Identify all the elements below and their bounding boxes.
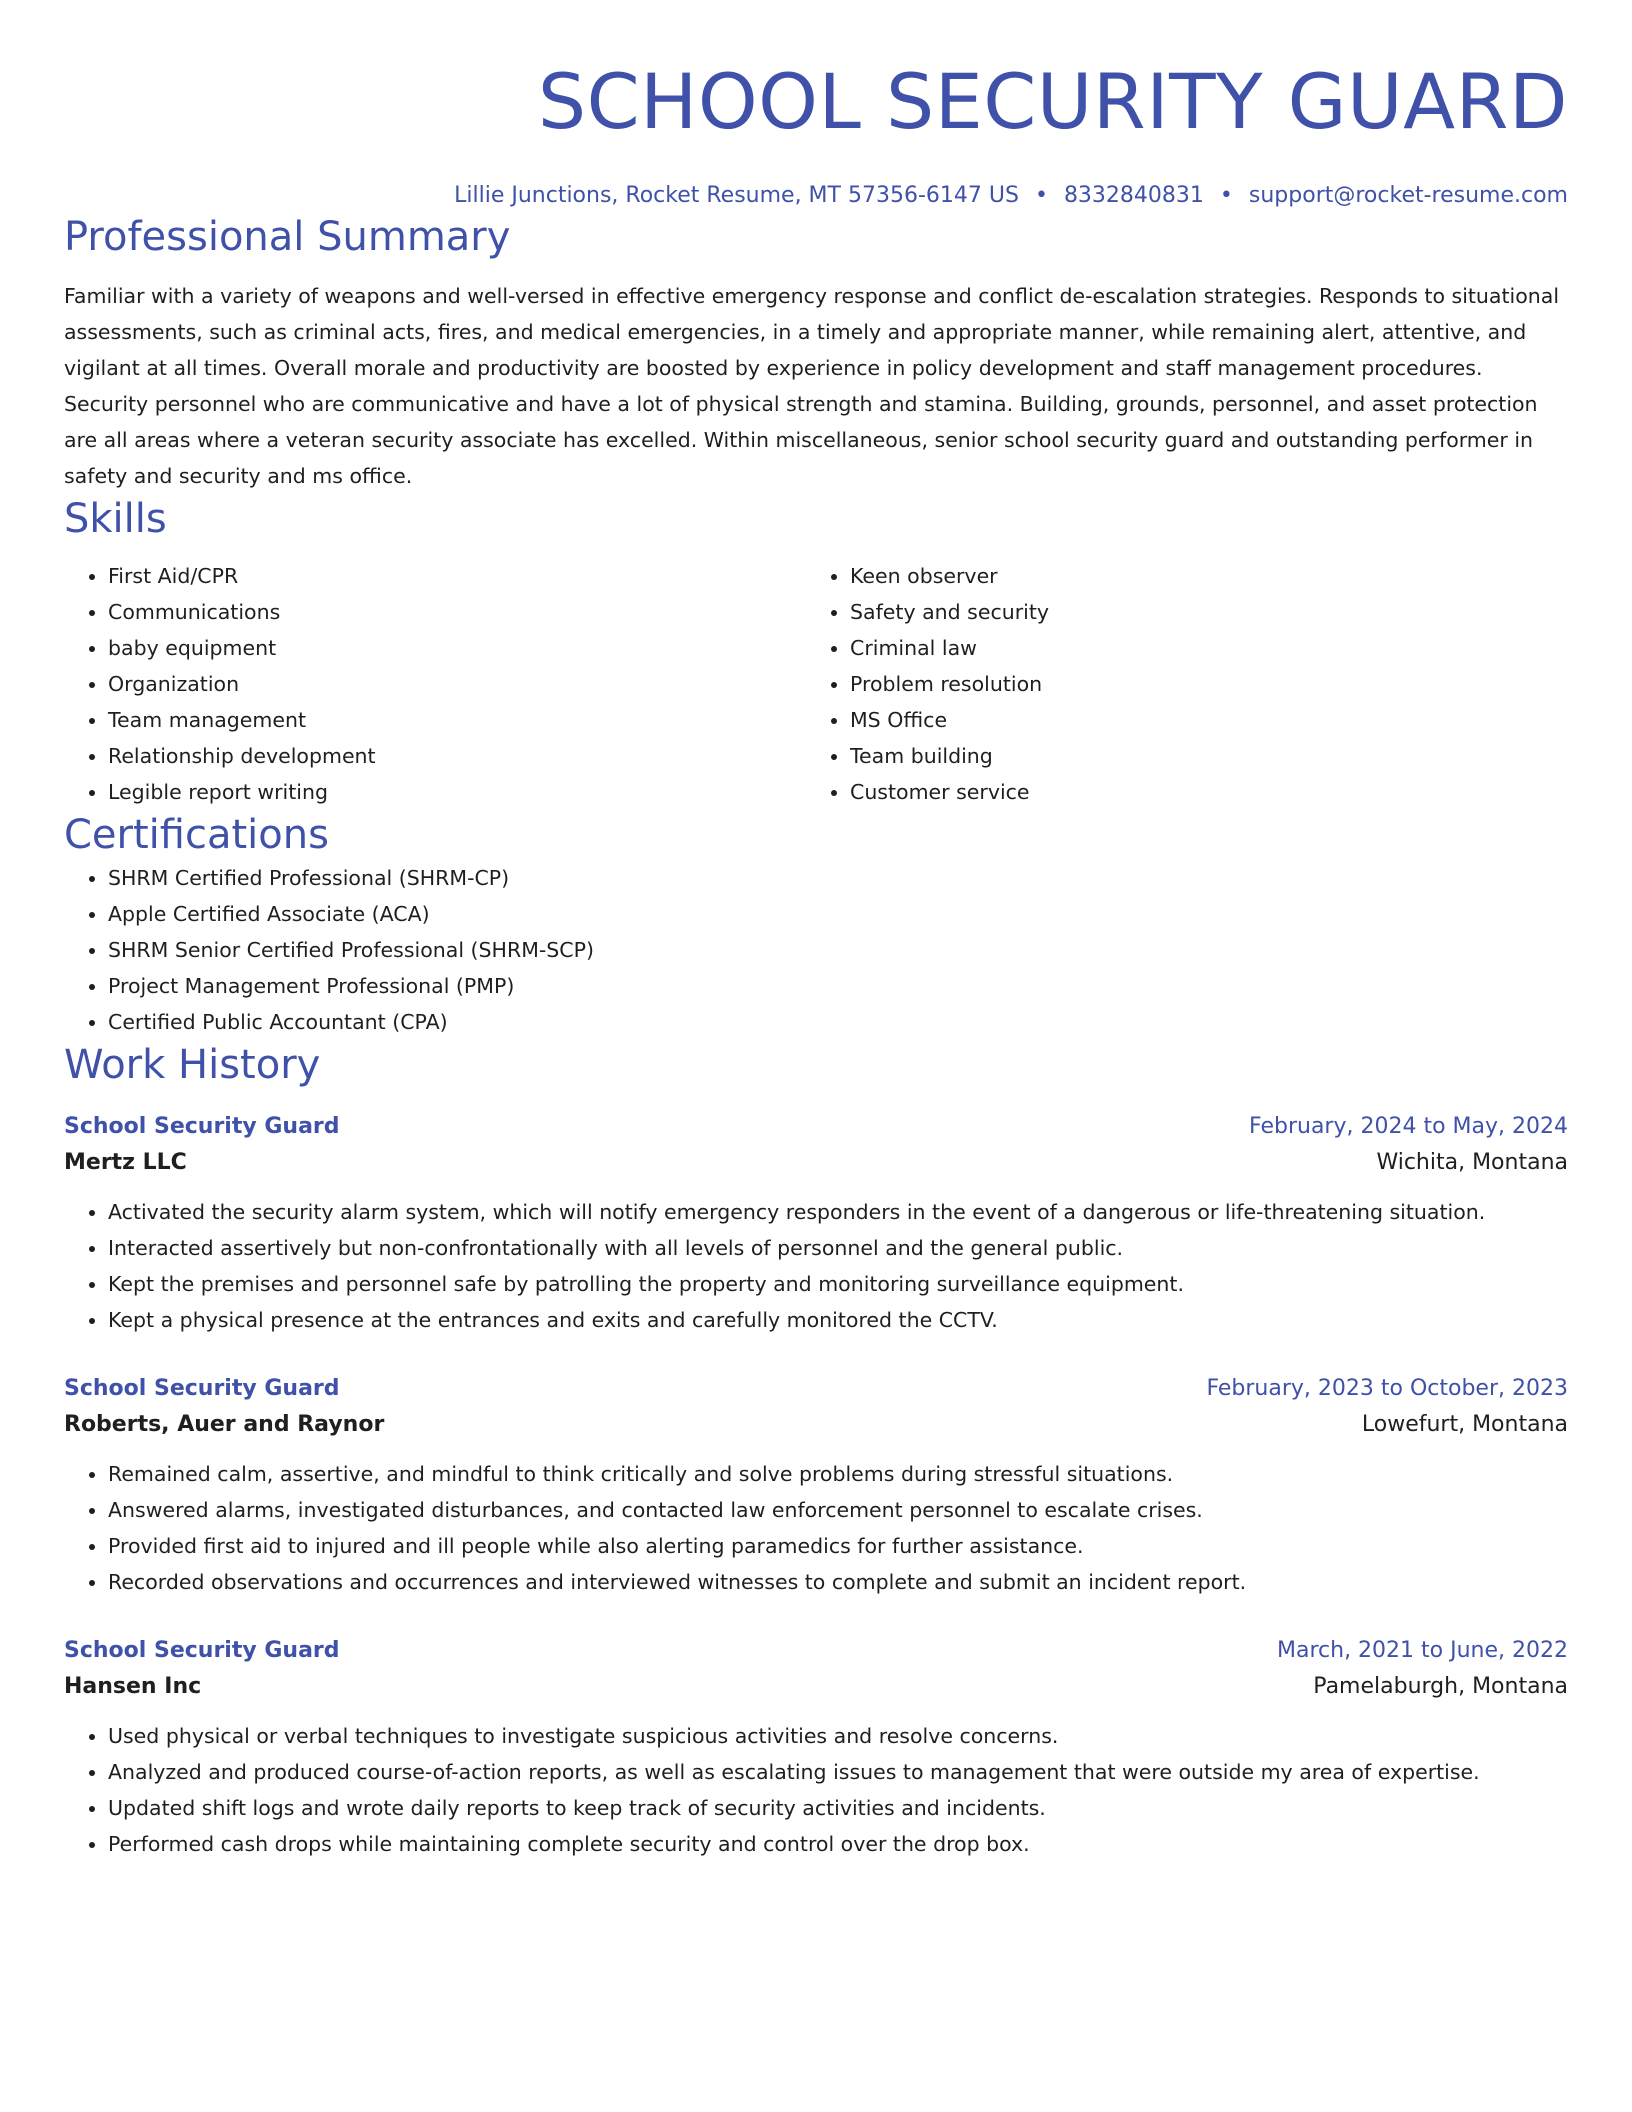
skills-list-right xyxy=(806,558,1548,810)
contact-line xyxy=(64,180,1568,212)
skill-item: • Legible report writing xyxy=(108,774,806,810)
job-location: Lowefurt, Montana xyxy=(1361,1412,1568,1437)
job-title: School Security Guard xyxy=(64,1638,340,1663)
job-header-row xyxy=(64,1372,1568,1406)
skill-item: • baby equipment xyxy=(108,630,806,666)
contact-separator: • xyxy=(1034,183,1048,208)
job-company: Hansen Inc xyxy=(64,1674,202,1699)
job-title: School Security Guard xyxy=(64,1376,340,1401)
skill-item: • Safety and security xyxy=(850,594,1548,630)
skills-heading: Skills xyxy=(64,496,167,542)
job-duty: • Used physical or verbal techniques to investigate suspicious activities and resolve concerns. xyxy=(108,1718,1568,1754)
skills-column-right xyxy=(806,558,1548,810)
skills-column-left xyxy=(64,558,806,810)
job-duty: • Kept the premises and personnel safe by patrolling the property and monitoring surveillance equipment. xyxy=(108,1266,1568,1302)
job-title: School Security Guard xyxy=(64,1114,340,1139)
contact-phone: 8332840831 xyxy=(1063,183,1204,208)
resume-title: SCHOOL SECURITY GUARD xyxy=(537,57,1568,146)
certification-item: • Certified Public Accountant (CPA) xyxy=(108,1004,1568,1040)
work-history-heading: Work History xyxy=(64,1042,321,1088)
skill-item: • Communications xyxy=(108,594,806,630)
skill-item: • Keen observer xyxy=(850,558,1548,594)
skill-item: • First Aid/CPR xyxy=(108,558,806,594)
job-header-row xyxy=(64,1634,1568,1668)
certification-item: • SHRM Senior Certified Professional (SHRM-SCP) xyxy=(108,932,1568,968)
skill-item: • Criminal law xyxy=(850,630,1548,666)
job-header-row xyxy=(64,1110,1568,1144)
job-location: Wichita, Montana xyxy=(1376,1150,1568,1175)
summary-text: Familiar with a variety of weapons and well-versed in effective emergency response and conflict de-escalation strategies. Responds to situational assessments, such as criminal acts, fires, and medical emergencies, in a timely and appropriate manner, while remaining alert, attentive, and vigilant at all times. Overall morale and productivity are boosted by experience in policy development and staff management procedures. Security personnel who are communicative and have a lot of physical strength and stamina. Building, grounds, personnel, and asset protection are all areas where a veteran security associate has excelled. Within miscellaneous, senior school security guard and outstanding performer in safety and security and ms office. xyxy=(64,284,1560,488)
job-dates: March, 2021 to June, 2022 xyxy=(1277,1638,1568,1663)
skill-item: • MS Office xyxy=(850,702,1548,738)
skill-item: • Customer service xyxy=(850,774,1548,810)
job-dates: February, 2024 to May, 2024 xyxy=(1249,1114,1568,1139)
certifications-heading: Certifications xyxy=(64,812,329,858)
contact-email[interactable]: support@rocket-resume.com xyxy=(1248,183,1568,208)
job-entry xyxy=(64,1110,1568,1338)
job-duty: • Remained calm, assertive, and mindful to think critically and solve problems during stressful situations. xyxy=(108,1456,1568,1492)
certification-item: • Project Management Professional (PMP) xyxy=(108,968,1568,1004)
job-company-row xyxy=(64,1144,1568,1182)
skill-item: • Problem resolution xyxy=(850,666,1548,702)
job-duty: • Updated shift logs and wrote daily reports to keep track of security activities and incidents. xyxy=(108,1790,1568,1826)
job-duties-list xyxy=(64,1718,1568,1862)
job-entry xyxy=(64,1372,1568,1600)
job-company-row xyxy=(64,1668,1568,1706)
certification-item: • Apple Certified Associate (ACA) xyxy=(108,896,1568,932)
job-company: Mertz LLC xyxy=(64,1150,187,1175)
job-company: Roberts, Auer and Raynor xyxy=(64,1412,385,1437)
job-duty: • Performed cash drops while maintaining complete security and control over the drop box. xyxy=(108,1826,1568,1862)
job-duty: • Kept a physical presence at the entrances and exits and carefully monitored the CCTV. xyxy=(108,1302,1568,1338)
job-duties-list xyxy=(64,1194,1568,1338)
skill-item: • Organization xyxy=(108,666,806,702)
job-duty: • Provided first aid to injured and ill people while also alerting paramedics for further assistance. xyxy=(108,1528,1568,1564)
job-company-row xyxy=(64,1406,1568,1444)
job-entry xyxy=(64,1634,1568,1862)
job-location: Pamelaburgh, Montana xyxy=(1313,1674,1568,1699)
certifications-list xyxy=(64,860,1568,1040)
job-duty: • Interacted assertively but non-confrontationally with all levels of personnel and the general public. xyxy=(108,1230,1568,1266)
job-duty: • Recorded observations and occurrences and interviewed witnesses to complete and submit an incident report. xyxy=(108,1564,1568,1600)
certification-item: • SHRM Certified Professional (SHRM-CP) xyxy=(108,860,1568,896)
skills-grid xyxy=(64,558,1568,810)
contact-separator: • xyxy=(1219,183,1233,208)
contact-address: Lillie Junctions, Rocket Resume, MT 57356-6147 US xyxy=(454,183,1019,208)
job-duties-list xyxy=(64,1456,1568,1600)
skill-item: • Relationship development xyxy=(108,738,806,774)
job-duty: • Activated the security alarm system, which will notify emergency responders in the event of a dangerous or life-threatening situation. xyxy=(108,1194,1568,1230)
skill-item: • Team management xyxy=(108,702,806,738)
job-duty: • Analyzed and produced course-of-action reports, as well as escalating issues to management that were outside my area of expertise. xyxy=(108,1754,1568,1790)
summary-heading: Professional Summary xyxy=(64,214,511,260)
skills-list-left xyxy=(64,558,806,810)
job-duty: • Answered alarms, investigated disturbances, and contacted law enforcement personnel to escalate crises. xyxy=(108,1492,1568,1528)
skill-item: • Team building xyxy=(850,738,1548,774)
job-dates: February, 2023 to October, 2023 xyxy=(1206,1376,1568,1401)
resume-page xyxy=(64,0,1568,1862)
